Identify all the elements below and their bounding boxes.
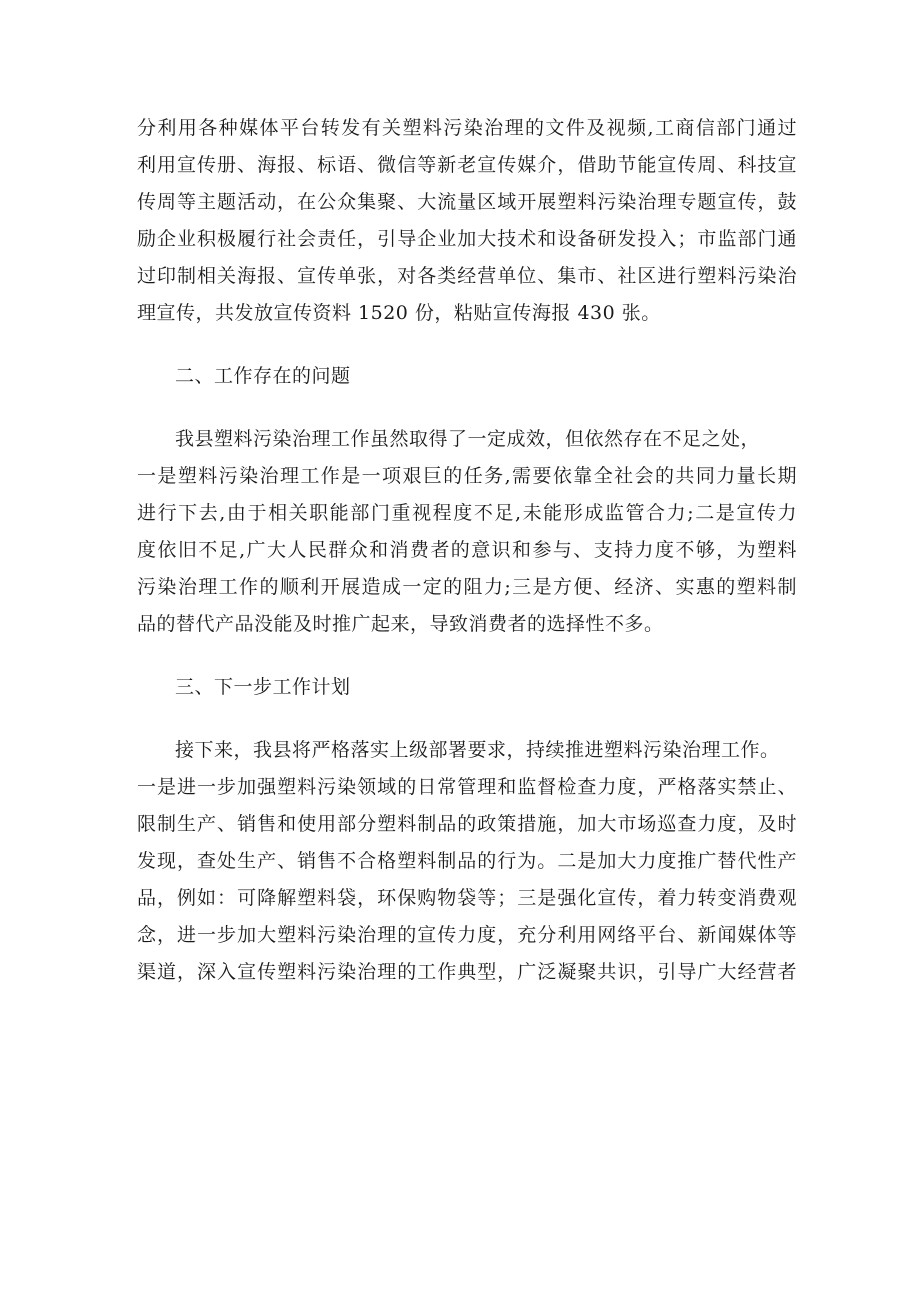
- paragraph-problems: [137, 421, 797, 643]
- paragraph-next-steps: [137, 732, 797, 991]
- text-line: 发现，查处生产、销售不合格塑料制品的行为。二是加大力度推广替代性产: [137, 850, 797, 872]
- text-line: 传周等主题活动，在公众集聚、大流量区域开展塑料污染治理专题宣传，鼓: [137, 191, 797, 213]
- paragraph-gap: [137, 332, 797, 358]
- text-line: 进行下去,由于相关职能部门重视程度不足,未能形成监管合力;二是宣传力: [137, 502, 797, 524]
- text-line: 我县塑料污染治理工作虽然取得了一定成效，但依然存在不足之处，: [175, 428, 761, 450]
- text-line: 一是进一步加强塑料污染领域的日常管理和监督检查力度，严格落实禁止、: [137, 776, 797, 798]
- text-line: 念，进一步加大塑料污染治理的宣传力度，充分利用网络平台、新闻媒体等: [137, 924, 797, 946]
- text-line: 限制生产、销售和使用部分塑料制品的政策措施，加大市场巡查力度，及时: [137, 813, 797, 835]
- text-line: 品的替代产品没能及时推广起来，导致消费者的选择性不多。: [137, 613, 664, 635]
- text-line: 接下来，我县将严格落实上级部署要求，持续推进塑料污染治理工作。: [175, 739, 780, 761]
- text-line: 一是塑料污染治理工作是一项艰巨的任务,需要依靠全社会的共同力量长期: [137, 465, 797, 487]
- text-line: 利用宣传册、海报、标语、微信等新老宣传媒介，借助节能宣传周、科技宣: [137, 154, 797, 176]
- text-line: 励企业积极履行社会责任，引导企业加大技术和设备研发投入；市监部门通: [137, 228, 797, 250]
- text-line: 过印制相关海报、宣传单张，对各类经营单位、集市、社区进行塑料污染治: [137, 265, 797, 287]
- text-line: 度依旧不足,广大人民群众和消费者的意识和参与、支持力度不够，为塑料: [137, 539, 797, 561]
- paragraph-publicity: [137, 110, 797, 332]
- paragraph-gap: [137, 706, 797, 732]
- section-heading-problems: 二、工作存在的问题: [175, 365, 351, 387]
- text-line: 渠道，深入宣传塑料污染治理的工作典型，广泛凝聚共识，引导广大经营者: [137, 961, 797, 983]
- paragraph-gap: [137, 643, 797, 669]
- text-line: 污染治理工作的顺利开展造成一定的阻力;三是方便、经济、实惠的塑料制: [137, 576, 797, 598]
- text-line: 理宣传，共发放宣传资料 1520 份，粘贴宣传海报 430 张。: [137, 302, 661, 324]
- text-line: 品，例如：可降解塑料袋，环保购物袋等；三是强化宣传，着力转变消费观: [137, 887, 797, 909]
- text-line: 分利用各种媒体平台转发有关塑料污染治理的文件及视频,工商信部门通过: [137, 117, 797, 139]
- document-body: [137, 110, 797, 991]
- section-heading-next-steps: 三、下一步工作计划: [175, 676, 351, 698]
- paragraph-gap: [137, 395, 797, 421]
